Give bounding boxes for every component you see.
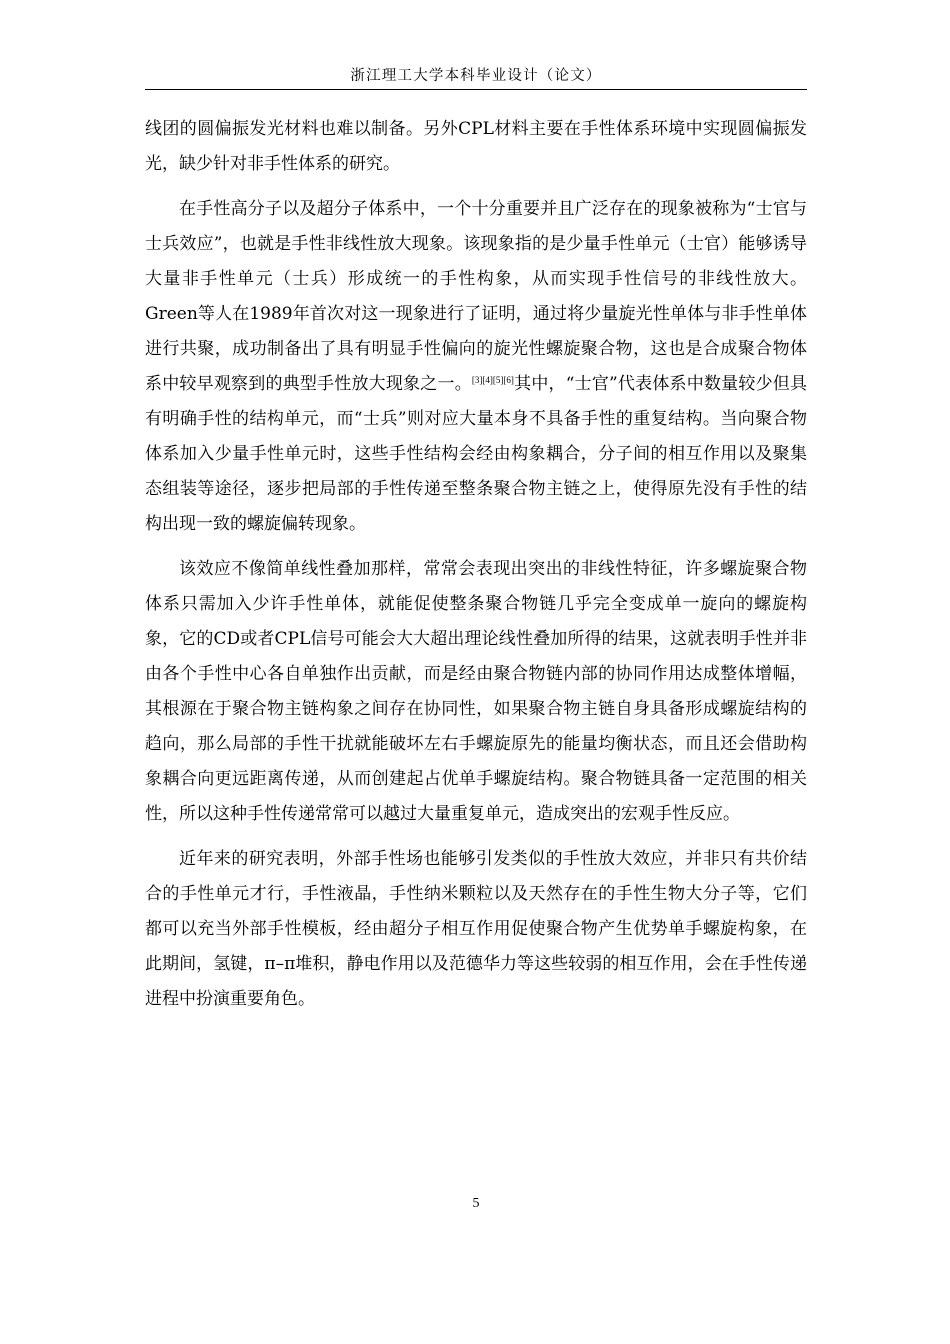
header-rule	[145, 89, 807, 90]
paragraph-2	[145, 192, 807, 542]
page-number: 5	[472, 1196, 480, 1211]
paragraph-1: 线团的圆偏振发光材料也难以制备。另外CPL材料主要在手性体系环境中实现圆偏振发光，缺少针对非手性体系的研究。	[145, 119, 807, 174]
paragraph-3: 该效应不像简单线性叠加那样，常常会表现出突出的非线性特征，许多螺旋聚合物体系只需加入少许手性单体，就能促使整条聚合物链几乎完全变成单一旋向的螺旋构象，它的CD或者CPL信号可能会大大超出理论线性叠加所得的结果，这就表明手性并非由各个手性中心各自单独作出贡献，而是经由聚合物链内部的协同作用达成整体增幅，其根源在于聚合物主链构象之间存在协同性，如果聚合物主链自身具备形成螺旋结构的趋向，那么局部的手性干扰就能破坏左右手螺旋原先的能量均衡状态，而且还会借助构象耦合向更远距离传递，从而创建起占优单手螺旋结构。聚合物链具备一定范围的相关性，所以这种手性传递常常可以越过大量重复单元，造成突出的宏观手性反应。	[145, 559, 807, 824]
paragraph-2-text-after-citation: 其中，“士官”代表体系中数量较少但具有明确手性的结构单元，而“士兵”则对应大量本身不具备手性的重复结构。当向聚合物体系加入少量手性单元时，这些手性结构会经由构象耦合，分子间的相互作用以及聚集态组装等途径，逐步把局部的手性传递至整条聚合物主链之上，使得原先没有手性的结构出现一致的螺旋偏转现象。	[145, 374, 807, 534]
citation-superscript: [3][4][5][6]	[471, 375, 514, 385]
paragraph-2-text-before-citation: 在手性高分子以及超分子体系中，一个十分重要并且广泛存在的现象被称为“士官与士兵效应”，也就是手性非线性放大现象。该现象指的是少量手性单元（士官）能够诱导大量非手性单元（士兵）形成统一的手性构象，从而实现手性信号的非线性放大。Green等人在1989年首次对这一现象进行了证明，通过将少量旋光性单体与非手性单体进行共聚，成功制备出了具有明显手性偏向的旋光性螺旋聚合物，这也是合成聚合物体系中较早观察到的典型手性放大现象之一。	[145, 199, 807, 394]
paragraph-4: 近年来的研究表明，外部手性场也能够引发类似的手性放大效应，并非只有共价结合的手性单元才行，手性液晶，手性纳米颗粒以及天然存在的手性生物大分子等，它们都可以充当外部手性模板，经由超分子相互作用促使聚合物产生优势单手螺旋构象，在此期间，氢键，π–π堆积，静电作用以及范德华力等这些较弱的相互作用，会在手性传递进程中扮演重要角色。	[145, 849, 807, 1009]
body-text	[145, 112, 807, 1017]
running-header: 浙江理工大学本科毕业设计（论文）	[350, 68, 602, 84]
